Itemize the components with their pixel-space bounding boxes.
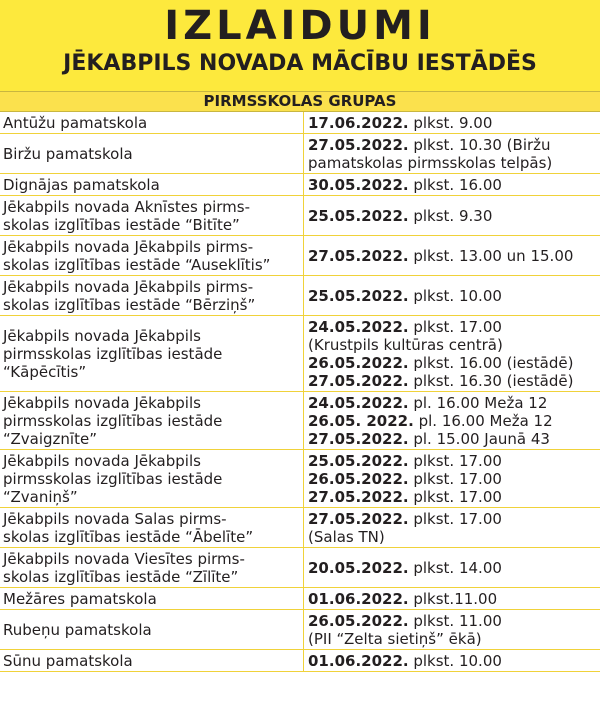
school-name-line: skolas izglītības iestāde “Bitīte” (3, 216, 240, 234)
table-row (0, 134, 600, 174)
ceremony-detail: pl. 15.00 Jaunā 43 (408, 430, 550, 448)
header-band (0, 0, 600, 91)
page-title: IZLAIDUMI (164, 3, 436, 49)
ceremony-info (308, 394, 600, 448)
ceremony-line (308, 612, 600, 630)
ceremony-line (308, 590, 600, 608)
school-name-line: Jēkabpils novada Jēkabpils (3, 394, 201, 412)
ceremony-line (308, 154, 600, 172)
table-row (0, 588, 600, 610)
ceremony-line (308, 287, 600, 305)
school-name (3, 114, 300, 132)
section-title: PIRMSSKOLAS GRUPAS (203, 92, 397, 110)
ceremony-detail: (Salas TN) (308, 528, 385, 546)
ceremony-detail: plkst. 16.30 (iestādē) (408, 372, 574, 390)
school-name-line: Jēkabpils novada Jēkabpils (3, 327, 201, 345)
ceremony-detail: plkst. 9.30 (408, 207, 493, 225)
ceremony-line (308, 559, 600, 577)
school-name-line: pirmsskolas izglītības iestāde (3, 412, 223, 430)
ceremony-date: 27.05.2022. (308, 136, 409, 154)
table-row (0, 316, 600, 392)
table-row (0, 112, 600, 134)
ceremony-detail: plkst. 13.00 un 15.00 (408, 247, 574, 265)
ceremony-detail: pl. 16.00 Meža 12 (408, 394, 548, 412)
ceremony-info (308, 652, 600, 670)
school-name (3, 394, 300, 448)
school-name (3, 510, 300, 546)
ceremony-line (308, 394, 600, 412)
ceremony-date: 20.05.2022. (308, 559, 409, 577)
ceremony-info (308, 452, 600, 506)
ceremony-line (308, 136, 600, 154)
ceremony-line (308, 114, 600, 132)
ceremony-date: 27.05.2022. (308, 430, 409, 448)
ceremony-date: 25.05.2022. (308, 207, 409, 225)
ceremony-date: 26.05. 2022. (308, 412, 414, 430)
ceremony-info (308, 590, 600, 608)
ceremony-detail: plkst. 16.00 (iestādē) (408, 354, 574, 372)
ceremony-detail: plkst. 16.00 (408, 176, 502, 194)
ceremony-info (308, 612, 600, 648)
ceremony-date: 27.05.2022. (308, 247, 409, 265)
schedule-table (0, 112, 600, 672)
ceremony-detail: (PII “Zelta sietiņš” ēkā) (308, 630, 482, 648)
ceremony-detail: plkst.11.00 (408, 590, 498, 608)
ceremony-line (308, 630, 600, 648)
ceremony-info (308, 510, 600, 546)
section-header (0, 91, 600, 112)
ceremony-date: 27.05.2022. (308, 372, 409, 390)
ceremony-line (308, 488, 600, 506)
ceremony-info (308, 207, 600, 225)
ceremony-info (308, 247, 600, 265)
school-name-line: Mežāres pamatskola (3, 590, 157, 608)
ceremony-date: 17.06.2022. (308, 114, 409, 132)
ceremony-date: 26.05.2022. (308, 470, 409, 488)
ceremony-info (308, 176, 600, 194)
ceremony-line (308, 510, 600, 528)
ceremony-line (308, 318, 600, 336)
ceremony-line (308, 207, 600, 225)
ceremony-info (308, 114, 600, 132)
school-name-line: Biržu pamatskola (3, 145, 133, 163)
school-name (3, 327, 300, 381)
ceremony-detail: plkst. 17.00 (408, 470, 502, 488)
school-name-line: skolas izglītības iestāde “Zīlīte” (3, 568, 239, 586)
ceremony-detail: plkst. 9.00 (408, 114, 493, 132)
school-name (3, 198, 300, 234)
ceremony-detail: plkst. 17.00 (408, 452, 502, 470)
school-name-line: skolas izglītības iestāde “Auseklītis” (3, 256, 271, 274)
ceremony-line (308, 372, 600, 390)
ceremony-detail: pamatskolas pirmsskolas telpās) (308, 154, 553, 172)
ceremony-date: 30.05.2022. (308, 176, 409, 194)
ceremony-line (308, 176, 600, 194)
table-row (0, 508, 600, 548)
ceremony-date: 24.05.2022. (308, 318, 409, 336)
ceremony-date: 01.06.2022. (308, 590, 409, 608)
school-name-line: pirmsskolas izglītības iestāde (3, 470, 223, 488)
school-name (3, 652, 300, 670)
table-row (0, 450, 600, 508)
ceremony-date: 25.05.2022. (308, 452, 409, 470)
ceremony-line (308, 412, 600, 430)
school-name-line: skolas izglītības iestāde “Bērziņš” (3, 296, 256, 314)
school-name-line: “Kāpēcītis” (3, 363, 87, 381)
school-name (3, 278, 300, 314)
table-row (0, 174, 600, 196)
ceremony-info (308, 287, 600, 305)
school-name-line: Rubeņu pamatskola (3, 621, 152, 639)
page-subtitle: JĒKABPILS NOVADA MĀCĪBU IESTĀDĒS (63, 51, 537, 76)
ceremony-detail: plkst. 11.00 (408, 612, 502, 630)
ceremony-detail: plkst. 10.00 (408, 652, 502, 670)
school-name (3, 621, 300, 639)
ceremony-detail: (Krustpils kultūras centrā) (308, 336, 503, 354)
school-name-line: Jēkabpils novada Jēkabpils pirms- (3, 238, 254, 256)
ceremony-detail: plkst. 14.00 (408, 559, 502, 577)
ceremony-info (308, 318, 600, 390)
school-name-line: Dignājas pamatskola (3, 176, 160, 194)
ceremony-line (308, 528, 600, 546)
ceremony-date: 27.05.2022. (308, 510, 409, 528)
ceremony-line (308, 452, 600, 470)
ceremony-detail: plkst. 10.00 (408, 287, 502, 305)
ceremony-line (308, 247, 600, 265)
school-name-line: pirmsskolas izglītības iestāde (3, 345, 223, 363)
school-name (3, 145, 300, 163)
school-name (3, 550, 300, 586)
ceremony-detail: pl. 16.00 Meža 12 (413, 412, 553, 430)
ceremony-detail: plkst. 17.00 (408, 488, 502, 506)
ceremony-info (308, 559, 600, 577)
ceremony-line (308, 336, 600, 354)
school-name-line: Antūžu pamatskola (3, 114, 148, 132)
table-row (0, 610, 600, 650)
ceremony-date: 26.05.2022. (308, 354, 409, 372)
school-name-line: Sūnu pamatskola (3, 652, 133, 670)
school-name-line: “Zvaigznīte” (3, 430, 97, 448)
ceremony-detail: plkst. 10.30 (Biržu (408, 136, 551, 154)
school-name (3, 176, 300, 194)
school-name-line: Jēkabpils novada Salas pirms- (3, 510, 227, 528)
table-row (0, 236, 600, 276)
ceremony-date: 25.05.2022. (308, 287, 409, 305)
table-row (0, 392, 600, 450)
ceremony-date: 26.05.2022. (308, 612, 409, 630)
school-name-line: skolas izglītības iestāde “Ābelīte” (3, 528, 254, 546)
ceremony-detail: plkst. 17.00 (408, 510, 502, 528)
school-name (3, 452, 300, 506)
table-row (0, 276, 600, 316)
school-name-line: Jēkabpils novada Jēkabpils (3, 452, 201, 470)
ceremony-line (308, 652, 600, 670)
ceremony-line (308, 430, 600, 448)
school-name-line: Jēkabpils novada Viesītes pirms- (3, 550, 245, 568)
table-row (0, 196, 600, 236)
ceremony-date: 24.05.2022. (308, 394, 409, 412)
table-row (0, 650, 600, 672)
ceremony-detail: plkst. 17.00 (408, 318, 502, 336)
ceremony-info (308, 136, 600, 172)
school-name-line: “Zvaniņš” (3, 488, 78, 506)
ceremony-date: 27.05.2022. (308, 488, 409, 506)
ceremony-line (308, 470, 600, 488)
ceremony-line (308, 354, 600, 372)
school-name-line: Jēkabpils novada Aknīstes pirms- (3, 198, 251, 216)
school-name (3, 238, 300, 274)
ceremony-date: 01.06.2022. (308, 652, 409, 670)
school-name-line: Jēkabpils novada Jēkabpils pirms- (3, 278, 254, 296)
table-row (0, 548, 600, 588)
school-name (3, 590, 300, 608)
